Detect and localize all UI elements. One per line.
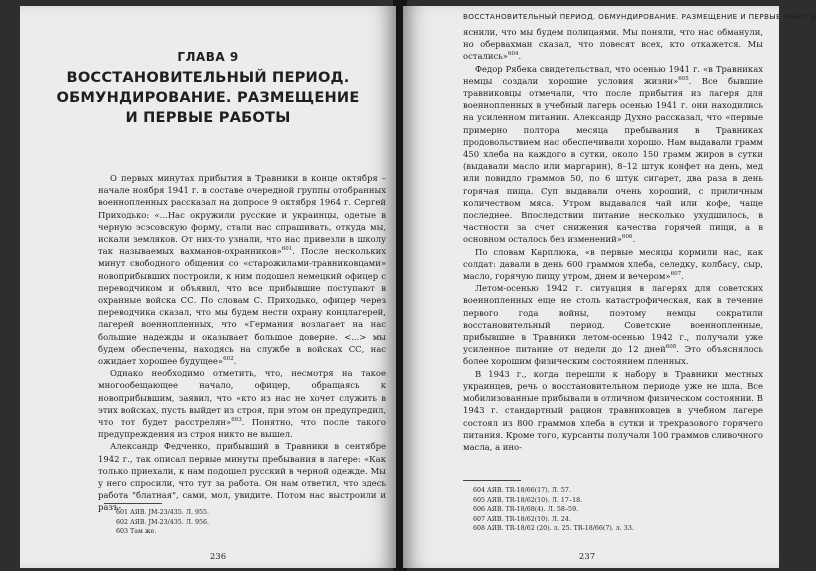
- footnote-rule: [463, 480, 521, 481]
- right-footnotes: [473, 486, 763, 534]
- footnote: 607 АЯВ. TR-18/62(10). Л. 24.: [473, 515, 571, 523]
- chapter-title-line: И ПЕРВЫЕ РАБОТЫ: [125, 109, 291, 126]
- footnote-rule: [104, 503, 162, 504]
- paragraph: В 1943 г., когда перешли к набору в Травники местных украинцев, речь о восстановительном периоде уже не шла. Все мобилизованные прибывали в отличном физическом состоянии. В 1943 г. стандартный рацион травниковцев в учебном лагере состоял из 800 граммов хлеба в сутки и трехразового горячего питания. Кроме того, курсанты получали 100 граммов сливочного масла, а ино-: [463, 368, 763, 452]
- running-head: ВОССТАНОВИТЕЛЬНЫЙ ПЕРИОД. ОБМУНДИРОВАНИЕ. РАЗМЕЩЕНИЕ И ПЕРВЫЕ РАБОТЫ: [463, 12, 816, 21]
- footnote: 603 Там же.: [116, 528, 157, 535]
- page-number: 236: [209, 552, 227, 562]
- chapter-label: ГЛАВА 9: [177, 50, 239, 64]
- paragraph: Летом-осенью 1942 г. ситуация в лагерях для советских военнопленных еще не столь катастрофическая, как в течение первого года войны, поэтому немцы сократили восстановительный период. Советские военнопленные, прибывшие в Травники летом-осенью 1942 г., получали уже усиленное питание от недели до 12 дней$^{608}$. Это объяснялось более хорошим физическим состоянием пленных.: [463, 283, 764, 367]
- footnote: 605 АЯВ. TR-18/62(10). Л. 17–18.: [473, 496, 583, 504]
- footnote: 608 АЯВ. TR-18/62 (20). л. 25. TR-18/66(7). л. 33.: [473, 525, 634, 532]
- footnote: 606 АЯВ. TR-18/68(4). Л. 58–59.: [473, 506, 579, 513]
- paragraph: Однако необходимо отметить, что, несмотря на такое многообещающее начало, офицер, обращаясь к новоприбывшим, заявил, что «кто из нас не хочет служить в этих войсках, пусть выйдет из строя, при этом он предупредил, что тот будет расстрелян»$^{603}$. Понятно, что после такого предупреждения из строя никто не вышел.: [98, 368, 386, 440]
- right-page: [403, 6, 816, 568]
- paragraph: яснили, что мы будем полицаями. Мы поняли, что нас обманули, но обервахман сказал, что повесят всех, кто откажется. Мы остались»$^{604}$.: [463, 27, 763, 62]
- left-footnotes: [116, 508, 376, 537]
- left-body-text: [98, 172, 386, 514]
- chapter-title-line: ОБМУНДИРОВАНИЕ. РАЗМЕЩЕНИЕ: [56, 89, 360, 106]
- page-number: 237: [578, 552, 596, 562]
- right-body-text: [463, 26, 763, 453]
- footnote: 601 АЯВ. JM-23/435. Л. 955.: [116, 509, 210, 516]
- left-page: [20, 6, 396, 568]
- paragraph: Александр Федченко, прибывший в Травники в сентябре 1942 г., так описал первые минуты пребывания в лагере: «Как только приехали, к нам подошел русский в черной одежде. Мы у него спросили, что тут за работа. Он нам ответил, что здесь работа "блатная", сами, мол, увидите. Потом нас выстроили и разъ-: [98, 441, 386, 513]
- chapter-title: [40, 68, 376, 128]
- paragraph: Федор Рябека свидетельствал, что осенью 1941 г. «в Травниках немцы создали хорошие условия жизни»$^{605}$. Все бывшие травниковцы отмечали, что после прибытия из лагеря для военнопленных в учебный лагерь осенью 1941 г. они находились на усиленном питании. Александр Духно рассказал, что «первые примерно полтора месяца пребывания в Травниках продовольствием нас обеспечивали хорошо. Нам выдавали грамм 450 хлеба на каждого в сутки, около 150 грамм жиров в сутки (выдавали масло или маргарин), 8–12 штук конфет на день, мед или повидло граммов 50, по 6 штук сигарет, два раза в день горячая пища. Суп выдавали очень хороший, с приличным количеством мяса. Утром выдавался чай или кофе, чаще последнее. Впоследствии питание несколько ухудшилось, в частности за счет снижения качества горячей пищи, а в основном осталось без изменений»$^{606}$.: [463, 63, 763, 245]
- footnote: 602 АЯВ. JM-23/435. Л. 956.: [116, 518, 210, 526]
- paragraph: О первых минутах прибытия в Травники в конце октября – начале ноября 1941 г. в составе очередной группы отобранных военнопленных рассказал на допросе 9 октября 1964 г. Сергей Приходько: «...Нас окружили русские и украинцы, одетые в черную эсэсовскую форму, стали нас спрашивать, откуда мы, искали земляков. От них-то узнали, что нас привезли в школу так называемых вахманов-охранников»$^{601}$. После нескольких минут свободного общения со «старожилами-травниковцами» новоприбывших построили, к ним подошел немецкий офицер с переводчиком и объявил, что все прибывшие поступают в охранные войска СС. По словам С. Приходько, офицер через переводчика сказал, что мы будем нести охрану концлагерей, лагерей военнопленных, что «Германия возлагает на нас большие надежды и оказывает большое доверие. <...> мы будем обеспечены, находясь на службе в войсках СС, нас ожидает хорошее будущее»$^{602}$.: [98, 173, 386, 367]
- chapter-title-line: ВОССТАНОВИТЕЛЬНЫЙ ПЕРИОД.: [66, 69, 350, 86]
- paragraph: По словам Карплюка, «в первые месяцы кормили нас, как солдат: давали в день 600 граммов хлеба, селедку, колбасу, сыр, масло, горячую пищу утром, днем и вечером»$^{607}$.: [463, 246, 763, 282]
- footnote: 604 АЯВ. TR-18/66(17). Л. 57.: [473, 487, 571, 494]
